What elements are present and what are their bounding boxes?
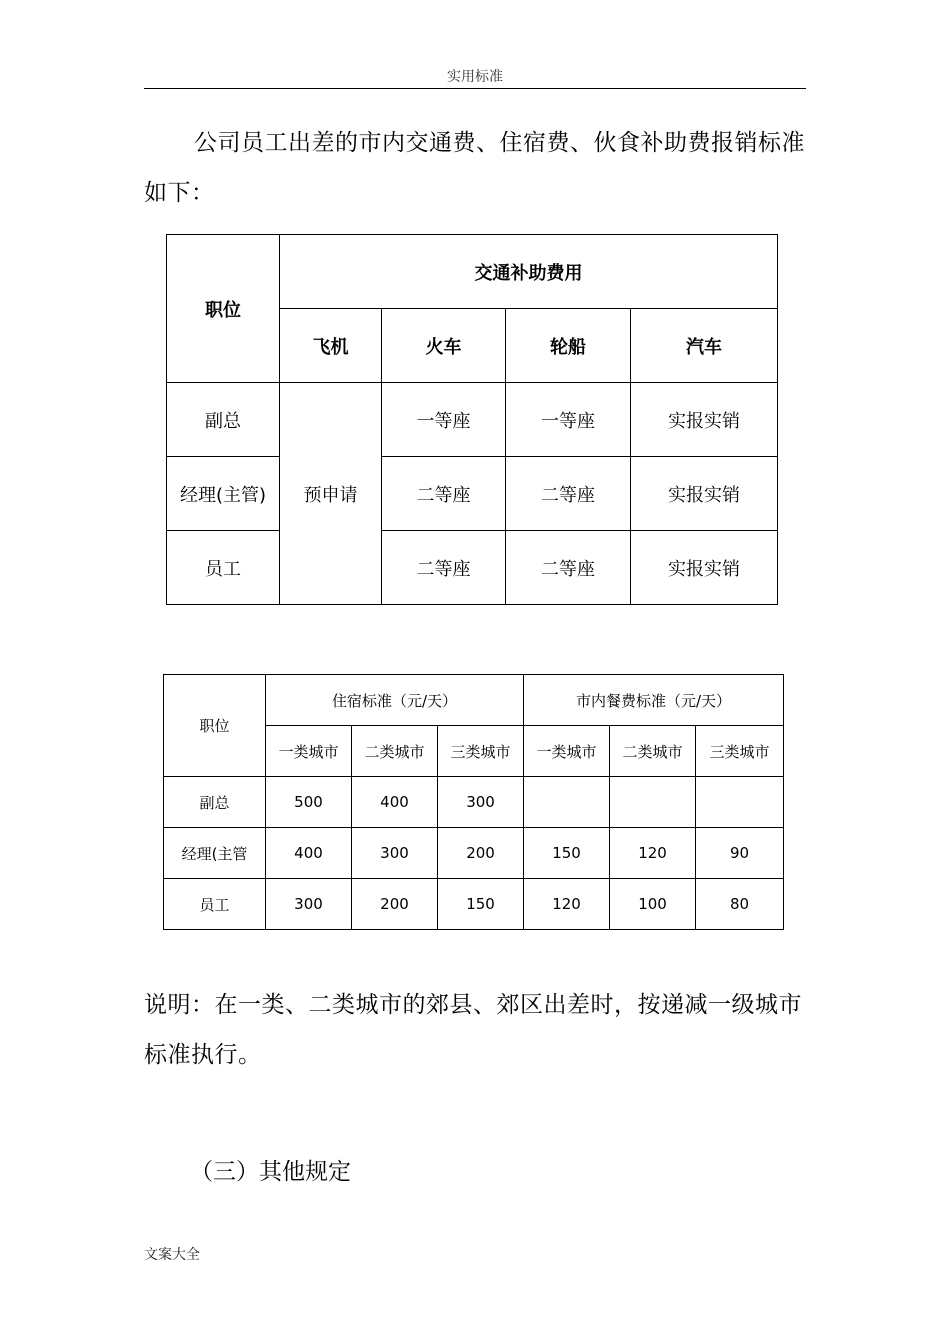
value-cell: [696, 777, 784, 828]
value-cell: 150: [438, 879, 524, 930]
row-position: 副总: [167, 383, 280, 457]
subcolumn-header: 二类城市: [352, 726, 438, 777]
column-header-ship: 轮船: [506, 309, 631, 383]
value-cell: 300: [266, 879, 352, 930]
row-position: 员工: [167, 531, 280, 605]
ship-cell: 二等座: [506, 531, 631, 605]
header-divider: [144, 88, 806, 89]
ship-cell: 一等座: [506, 383, 631, 457]
lodging-meal-table: [163, 674, 784, 930]
bus-cell: 实报实销: [631, 383, 778, 457]
bus-cell: 实报实销: [631, 531, 778, 605]
section-subheading: （三）其他规定: [190, 1159, 351, 1185]
value-cell: 400: [352, 777, 438, 828]
value-cell: 120: [610, 828, 696, 879]
row-position: 经理(主管): [167, 457, 280, 531]
train-cell: 二等座: [382, 531, 506, 605]
subcolumn-header: 一类城市: [266, 726, 352, 777]
row-position: 副总: [164, 777, 266, 828]
table-row: [167, 531, 778, 605]
column-header-plane: 飞机: [280, 309, 382, 383]
value-cell: 90: [696, 828, 784, 879]
column-header-bus: 汽车: [631, 309, 778, 383]
value-cell: 300: [352, 828, 438, 879]
table-row: [167, 457, 778, 531]
value-cell: 300: [438, 777, 524, 828]
value-cell: 500: [266, 777, 352, 828]
subcolumn-header: 三类城市: [696, 726, 784, 777]
row-position: 经理(主管: [164, 828, 266, 879]
subcolumn-header: 二类城市: [610, 726, 696, 777]
position-header: 职位: [164, 675, 266, 777]
column-header-train: 火车: [382, 309, 506, 383]
value-cell: [524, 777, 610, 828]
row-position: 员工: [164, 879, 266, 930]
page-footer: 文案大全: [144, 1247, 200, 1263]
train-cell: 二等座: [382, 457, 506, 531]
value-cell: 80: [696, 879, 784, 930]
value-cell: [610, 777, 696, 828]
transport-allowance-table: [166, 234, 778, 605]
value-cell: 150: [524, 828, 610, 879]
subcolumn-header: 一类城市: [524, 726, 610, 777]
table-row: [164, 777, 784, 828]
transport-group-header: 交通补助费用: [280, 235, 778, 309]
note-paragraph: 说明：在一类、二类城市的郊县、郊区出差时，按递减一级城市标准执行。: [144, 992, 802, 1068]
meal-group-header: 市内餐费标准（元/天）: [524, 675, 784, 726]
value-cell: 200: [438, 828, 524, 879]
table-row: [164, 879, 784, 930]
value-cell: 100: [610, 879, 696, 930]
table-row: [164, 828, 784, 879]
table-row: [167, 383, 778, 457]
subcolumn-header: 三类城市: [438, 726, 524, 777]
page-header-title: 实用标准: [447, 69, 503, 85]
ship-cell: 二等座: [506, 457, 631, 531]
bus-cell: 实报实销: [631, 457, 778, 531]
value-cell: 400: [266, 828, 352, 879]
train-cell: 一等座: [382, 383, 506, 457]
value-cell: 200: [352, 879, 438, 930]
plane-value-cell: 预申请: [280, 383, 382, 605]
intro-paragraph: 公司员工出差的市内交通费、住宿费、伙食补助费报销标准如下：: [144, 130, 805, 206]
lodging-group-header: 住宿标准（元/天）: [266, 675, 524, 726]
position-header: 职位: [167, 235, 280, 383]
value-cell: 120: [524, 879, 610, 930]
